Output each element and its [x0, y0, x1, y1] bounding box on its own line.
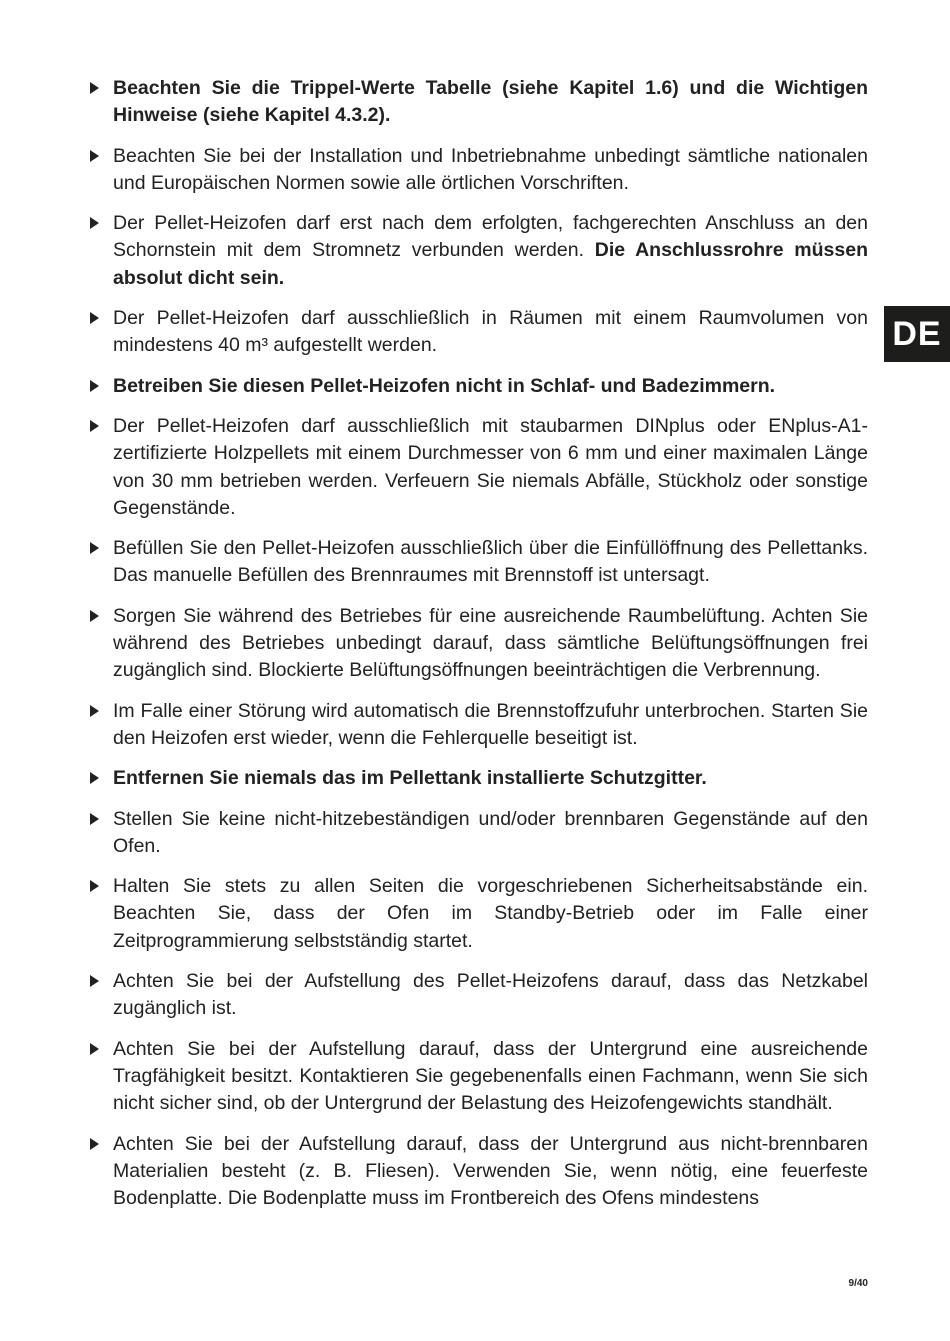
list-item — [90, 1131, 868, 1213]
triangle-bullet-icon — [90, 542, 99, 554]
list-item — [90, 806, 868, 861]
body-text: Beachten Sie bei der Installation und Inbetriebnahme unbedingt sämtliche nationalen und Europäischen Normen sowie alle örtlichen Vorschriften. — [113, 144, 868, 194]
body-text: Halten Sie stets zu allen Seiten die vorgeschriebenen Sicherheitsabstände ein. Beachten Sie, dass der Ofen im Standby-Betrieb oder im Falle einer Zeitprogrammierung selbstständig startet. — [113, 875, 868, 952]
body-text: Der Pellet-Heizofen darf ausschließlich in Räumen mit einem Raumvolumen von mindestens 40 m³ aufgestellt werden. — [113, 307, 868, 357]
body-text: Achten Sie bei der Aufstellung darauf, dass der Untergrund eine ausreichende Tragfähigkeit besitzt. Kontaktieren Sie gegebenenfalls einen Fachmann, wenn Sie sich nicht sicher sind, ob der Untergrund der Belastung des Heizofengewichts standhält. — [113, 1037, 868, 1115]
body-text: Der Pellet-Heizofen darf erst nach dem erfolgten, fachgerechten Anschluss an den Schornstein mit dem Stromnetz verbunden werden. — [113, 212, 868, 262]
triangle-bullet-icon — [90, 1138, 99, 1150]
list-item — [90, 373, 868, 400]
triangle-bullet-icon — [90, 1043, 99, 1055]
list-item — [90, 210, 868, 292]
list-item — [90, 698, 868, 753]
triangle-bullet-icon — [90, 813, 99, 825]
page-number: 9/40 — [848, 1278, 868, 1289]
body-text: Im Falle einer Störung wird automatisch die Brennstoffzufuhr unterbrochen. Starten Sie den Heizofen erst wieder, wenn die Fehlerquelle beseitigt ist. — [113, 699, 868, 749]
list-item — [90, 535, 868, 590]
body-text: Befüllen Sie den Pellet-Heizofen ausschließlich über die Einfüllöffnung des Pellettanks. Das manuelle Befüllen des Brennraumes mit Brennstoff ist untersagt. — [113, 537, 868, 587]
list-item — [90, 765, 868, 792]
bold-text: Betreiben Sie diesen Pellet-Heizofen nicht in Schlaf- und Badezimmern. — [113, 374, 776, 397]
list-item — [90, 603, 868, 685]
body-text: Achten Sie bei der Aufstellung darauf, dass der Untergrund aus nicht-brennbaren Materialien besteht (z. B. Fliesen). Verwenden Sie, wenn nötig, eine feuerfeste Bodenplatte. Die Bodenplatte muss im Frontbereich des Ofens mindestens — [113, 1132, 868, 1210]
triangle-bullet-icon — [90, 975, 99, 987]
body-text: Der Pellet-Heizofen darf ausschließlich mit staubarmen DINplus oder ENplus-A1-zertifizierte Holzpellets mit einem Durchmesser von 6 mm und einer maximalen Länge von 30 mm betrieben werden. Verfeuern Sie niemals Abfälle, Stückholz oder sonstige Gegenstände. — [113, 414, 868, 519]
list-item — [90, 305, 868, 360]
triangle-bullet-icon — [90, 380, 99, 392]
list-item — [90, 968, 868, 1023]
triangle-bullet-icon — [90, 610, 99, 622]
body-text: Stellen Sie keine nicht-hitzebeständigen und/oder brennbaren Gegenstände auf den Ofen. — [113, 807, 868, 857]
triangle-bullet-icon — [90, 880, 99, 892]
list-item — [90, 413, 868, 522]
triangle-bullet-icon — [90, 150, 99, 162]
triangle-bullet-icon — [90, 705, 99, 717]
triangle-bullet-icon — [90, 772, 99, 784]
list-item — [90, 1036, 868, 1118]
triangle-bullet-icon — [90, 82, 99, 94]
triangle-bullet-icon — [90, 217, 99, 229]
body-text: Achten Sie bei der Aufstellung des Pellet-Heizofens darauf, dass das Netzkabel zugänglich ist. — [113, 970, 868, 1020]
body-text: Sorgen Sie während des Betriebes für eine ausreichende Raumbelüftung. Achten Sie während des Betriebes unbedingt darauf, dass sämtliche Belüftungsöffnungen frei zugänglich sind. Blockierte Belüftungsöffnungen beeinträchtigen die Verbrennung. — [113, 604, 868, 682]
triangle-bullet-icon — [90, 312, 99, 324]
list-item — [90, 143, 868, 198]
triangle-bullet-icon — [90, 420, 99, 432]
bold-text: Beachten Sie die Trippel-Werte Tabelle (siehe Kapitel 1.6) und die Wichtigen Hinweise (siehe Kapitel 4.3.2). — [113, 77, 868, 127]
language-tab: DE — [884, 306, 950, 362]
list-item — [90, 75, 868, 130]
safety-instructions-list — [90, 75, 868, 1225]
bold-text: Entfernen Sie niemals das im Pellettank installierte Schutzgitter. — [113, 767, 707, 790]
bold-text: Die Anschlussrohre müssen absolut dicht sein. — [113, 239, 868, 289]
list-item — [90, 873, 868, 955]
